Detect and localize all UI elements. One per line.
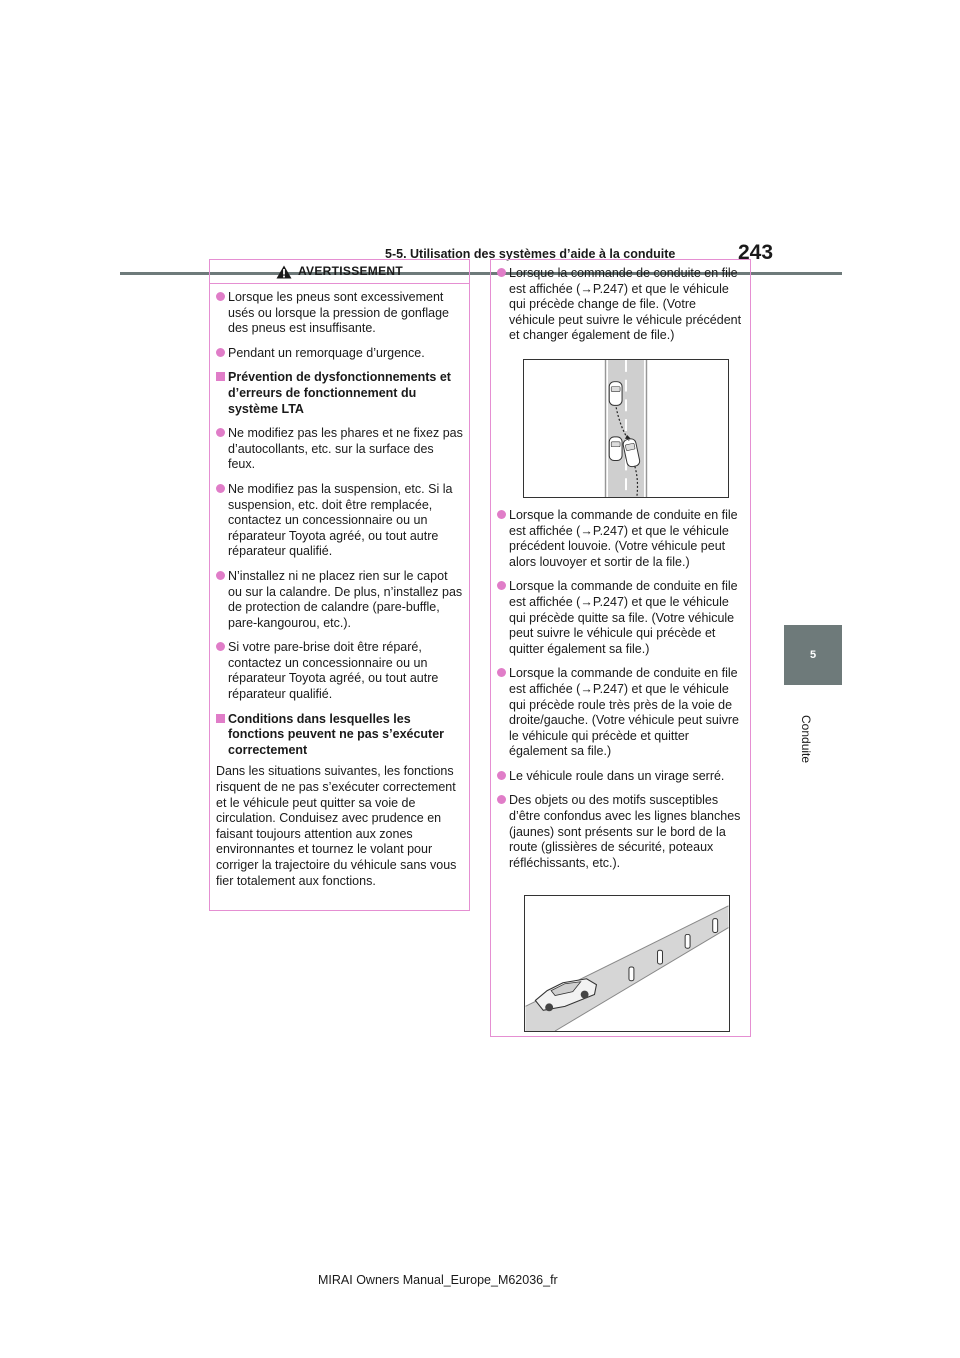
- list-item: Lorsque la commande de conduite en file est affichée (→P.247) et que le véhicule qui précède change de file. (Votre véhicule peut suivre le véhicule précédent et changer également de file.): [497, 266, 744, 344]
- bullet-icon: [497, 581, 506, 590]
- list-item: Si votre pare-brise doit être réparé, contactez un concessionnaire ou un réparateur Toyota agréé, ou tout autre réparateur qualifié.: [216, 640, 463, 702]
- bullet-icon: [497, 668, 506, 677]
- square-bullet-icon: [216, 372, 225, 381]
- warning-title: AVERTISSEMENT: [297, 263, 404, 278]
- list-item: Lorsque la commande de conduite en file est affichée (→P.247) et que le véhicule précédent louvoie. (Votre véhicule peut alors louvoyer et sortir de la file.): [497, 508, 744, 570]
- warning-header: [210, 260, 469, 284]
- bullet-icon: [497, 771, 506, 780]
- lane-change-illustration: [523, 359, 729, 498]
- list-item: Des objets ou des motifs susceptibles d’être confondus avec les lignes blanches (jaunes) sont présents sur le bord de la route (glissières de sécurité, poteaux réfléchissants, etc.).: [497, 793, 744, 871]
- bullet-icon: [216, 484, 225, 493]
- chapter-number: 5: [809, 649, 817, 661]
- chapter-tab[interactable]: [784, 625, 842, 685]
- bullet-icon: [497, 510, 506, 519]
- list-item: Ne modifiez pas les phares et ne fixez pas d’autocollants, etc. sur la surface des feux.: [216, 426, 463, 473]
- bullet-icon: [497, 795, 506, 804]
- warning-box: [209, 259, 470, 911]
- list-item: Lorsque les pneus sont excessivement usés ou lorsque la pression de gonflage des pneus est insuffisante.: [216, 290, 463, 337]
- list-item: Ne modifiez pas la suspension, etc. Si la suspension, etc. doit être remplacée, contactez un concessionnaire ou un réparateur Toyota agréé, ou tout autre réparateur qualifié.: [216, 482, 463, 560]
- chapter-label: Conduite: [799, 715, 813, 764]
- square-bullet-icon: [216, 714, 225, 723]
- bullet-icon: [216, 292, 225, 301]
- list-item: Le véhicule roule dans un virage serré.: [497, 769, 744, 785]
- guardrail-svg: [525, 896, 729, 1031]
- paragraph: Dans les situations suivantes, les fonctions risquent de ne pas s’exécuter correctement et le véhicule peut quitter sa voie de circulation. Conduisez avec prudence en faisant toujours attention aux zones environnantes et tournez le volant pour corriger la trajectoire du véhicule sans vous fier totalement aux fonctions.: [216, 764, 457, 888]
- list-item: Pendant un remorquage d’urgence.: [216, 346, 463, 362]
- list-item: Lorsque la commande de conduite en file est affichée (→P.247) et que le véhicule qui précède quitte sa file. (Votre véhicule peut suivre le véhicule qui précède et quitter également sa file.): [497, 579, 744, 657]
- section-title: 5-5. Utilisation des systèmes d’aide à la conduite: [385, 247, 676, 261]
- subheading: Prévention de dysfonctionnements et d’erreurs de fonctionnement du système LTA: [216, 370, 463, 417]
- bullet-icon: [216, 348, 225, 357]
- footer-text: MIRAI Owners Manual_Europe_M62036_fr: [318, 1273, 558, 1287]
- page-number: 243: [738, 241, 774, 264]
- guardrail-illustration: [524, 895, 730, 1032]
- bullet-icon: [216, 571, 225, 580]
- bullet-icon: [497, 268, 506, 277]
- subheading: Conditions dans lesquelles les fonctions peuvent ne pas s’exécuter correctement: [216, 712, 463, 759]
- right-column-box: [490, 259, 751, 1037]
- warning-triangle-icon: [276, 265, 292, 279]
- list-item: Lorsque la commande de conduite en file est affichée (→P.247) et que le véhicule qui précède roule très près de la voie de droite/gauche. (Votre véhicule peut suivre le véhicule qui précède et quitter également sa file.): [497, 666, 744, 760]
- car-front-icon: [609, 382, 622, 406]
- list-item: N’installez ni ne placez rien sur le capot ou sur la calandre. De plus, n’installez pas de protection de calandre (pare-buffle, pare-kangourou, etc.).: [216, 569, 463, 631]
- bullet-icon: [216, 642, 225, 651]
- lane-change-svg: [524, 360, 728, 497]
- car-left-lane-icon: [609, 437, 622, 461]
- bullet-icon: [216, 428, 225, 437]
